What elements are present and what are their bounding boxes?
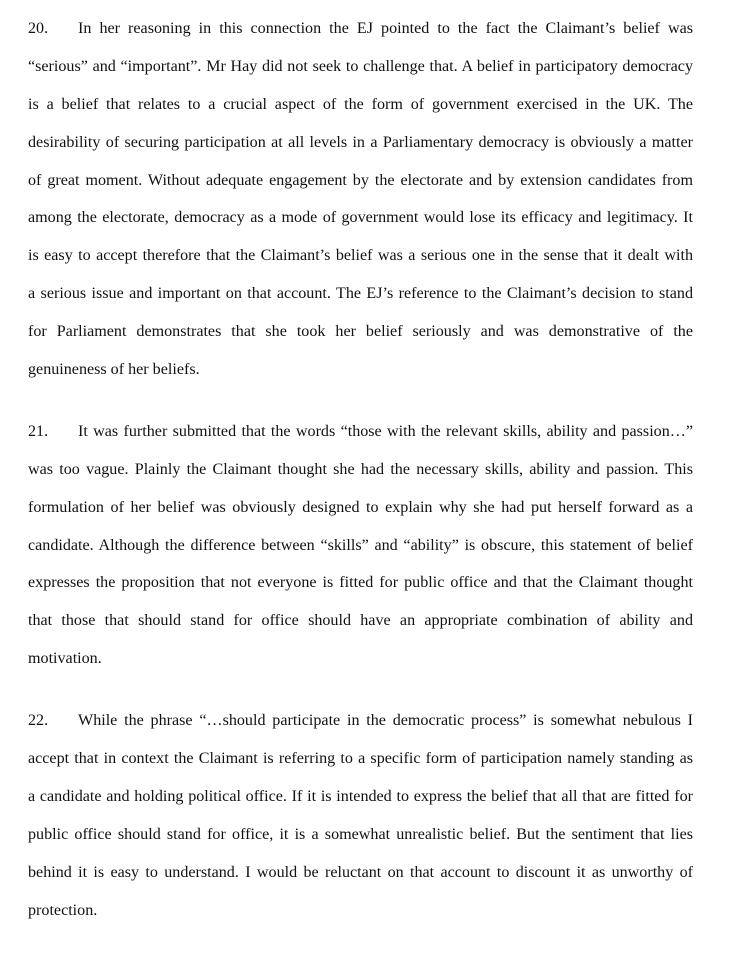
paragraph-line: genuineness of her beliefs. [28,361,200,379]
paragraph-spacer [28,678,693,702]
paragraph-line: is easy to accept therefore that the Claimant’s belief was a serious one in the sense that it dealt with [28,247,693,265]
paragraph-line: for Parliament demonstrates that she took her belief seriously and was demonstrative of the [28,323,693,341]
paragraph-text: In her reasoning in this connection the EJ pointed to the fact the Claimant’s belief was [78,20,693,37]
paragraph-20 [28,10,693,389]
paragraph-number: 21. [28,422,49,440]
paragraph-text: It was further submitted that the words “those with the relevant skills, ability and passion…” [78,422,693,440]
paragraph-line: public office should stand for office, it is a somewhat unrealistic belief. But the sentiment that lies [28,825,693,843]
paragraph-line: “serious” and “important”. Mr Hay did not seek to challenge that. A belief in participatory democracy [28,57,693,75]
paragraph-line: candidate. Although the difference between “skills” and “ability” is obscure, this statement of belief [28,536,693,554]
paragraph-line [28,413,693,451]
paragraph-line: motivation. [28,650,102,668]
paragraph-number: 22. [28,712,49,730]
paragraph-22 [28,702,693,929]
paragraph-21 [28,413,693,678]
paragraph-spacer [28,389,693,413]
document-page [28,10,693,929]
paragraph-line: accept that in context the Claimant is referring to a specific form of participation namely standing as [28,750,693,768]
paragraph-line [28,10,693,48]
paragraph-line: protection. [28,901,98,919]
paragraph-line: is a belief that relates to a crucial aspect of the form of government exercised in the UK. The [28,95,693,113]
paragraph-line: behind it is easy to understand. I would be reluctant on that account to discount it as unworthy of [28,863,693,881]
paragraph-line: was too vague. Plainly the Claimant thought she had the necessary skills, ability and passion. This [28,460,693,478]
paragraph-line: of great moment. Without adequate engagement by the electorate and by extension candidates from [28,171,693,189]
paragraph-line: desirability of securing participation at all levels in a Parliamentary democracy is obviously a matter [28,133,693,151]
paragraph-line: a candidate and holding political office. If it is intended to express the belief that all that are fitted for [28,787,693,805]
paragraph-line: formulation of her belief was obviously designed to explain why she had put herself forward as a [28,498,693,516]
paragraph-text: While the phrase “…should participate in the democratic process” is somewhat nebulous I [78,712,693,730]
paragraph-line: expresses the proposition that not everyone is fitted for public office and that the Claimant thought [28,574,693,592]
paragraph-number: 20. [28,20,49,37]
paragraph-line: among the electorate, democracy as a mode of government would lose its efficacy and legitimacy. It [28,209,693,227]
paragraph-line: that those that should stand for office should have an appropriate combination of ability and [28,612,693,630]
paragraph-line [28,702,693,740]
paragraph-line: a serious issue and important on that account. The EJ’s reference to the Claimant’s decision to stand [28,285,693,303]
